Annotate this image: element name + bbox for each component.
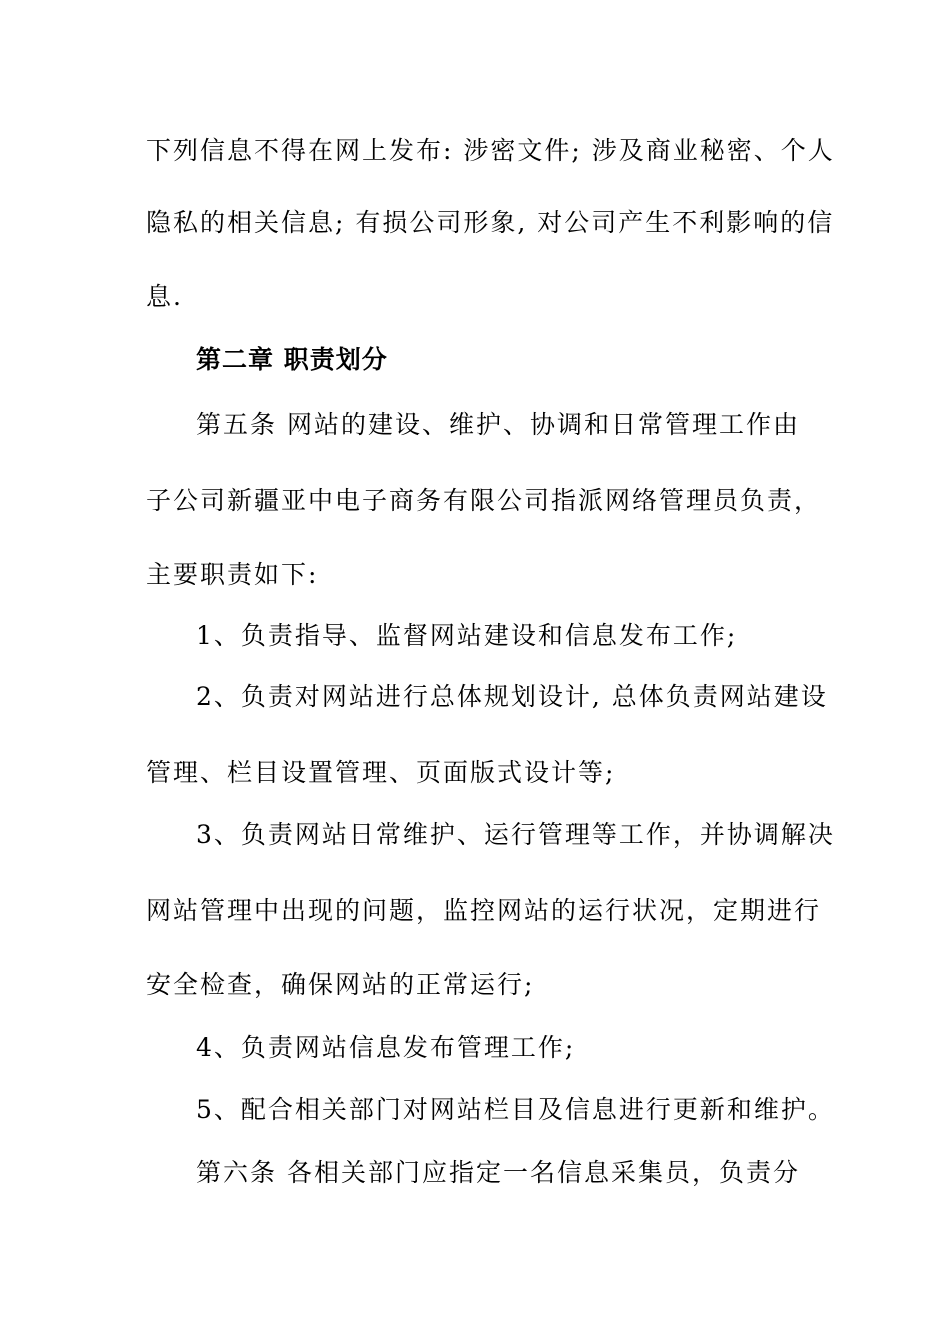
list-item: 5、配合相关部门对网站栏目及信息进行更新和维护。	[196, 1095, 835, 1124]
text-line: 主要职责如下:	[146, 560, 319, 589]
text-line: 管理、栏目设置管理、页面版式设计等;	[146, 758, 616, 787]
text-line: 息.	[146, 282, 183, 311]
text-line: 第五条 网站的建设、维护、协调和日常管理工作由	[196, 410, 800, 439]
text-line: 第六条 各相关部门应指定一名信息采集员，负责分	[196, 1158, 800, 1187]
text-line: 下列信息不得在网上发布: 涉密文件; 涉及商业秘密、个人	[146, 136, 835, 165]
text-line: 网站管理中出现的问题，监控网站的运行状况，定期进行	[146, 896, 822, 925]
list-item: 2、负责对网站进行总体规划设计, 总体负责网站建设	[196, 682, 828, 711]
text-line: 安全检查，确保网站的正常运行;	[146, 970, 535, 999]
chapter-heading: 第二章 职责划分	[196, 345, 388, 374]
text-line: 隐私的相关信息; 有损公司形象, 对公司产生不利影响的信	[146, 208, 835, 237]
list-item: 1、负责指导、监督网站建设和信息发布工作;	[196, 621, 738, 650]
list-item: 3、负责网站日常维护、运行管理等工作，并协调解决	[196, 820, 835, 849]
text-line: 子公司新疆亚中电子商务有限公司指派网络管理员负责，	[146, 486, 822, 515]
list-item: 4、负责网站信息发布管理工作;	[196, 1033, 576, 1062]
